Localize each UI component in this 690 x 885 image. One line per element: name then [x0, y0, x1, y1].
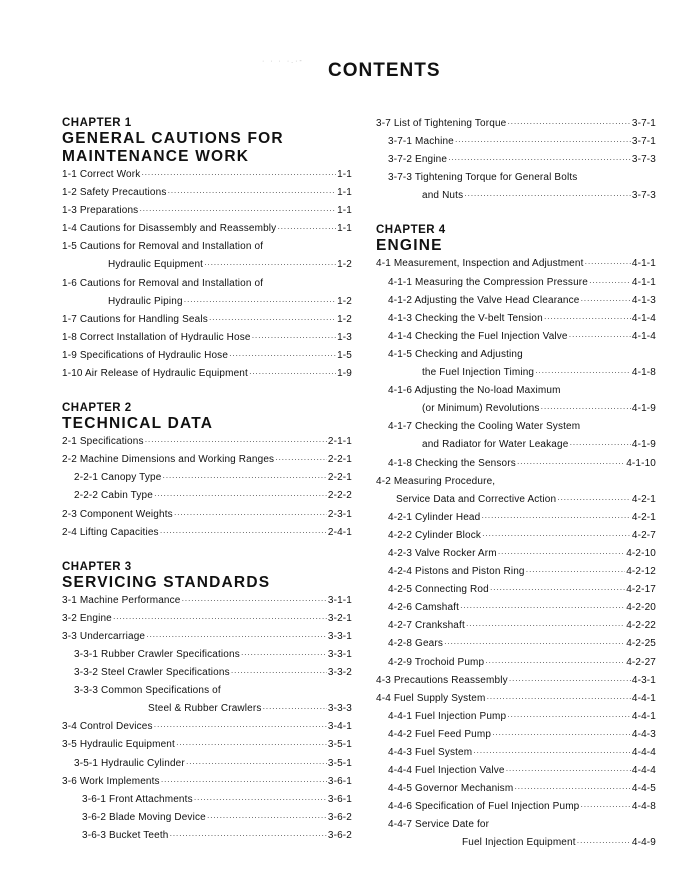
toc-entry-page: 3-2-1: [327, 612, 352, 624]
toc-entry-title: 4-2-4 Pistons and Piston Ring: [388, 566, 525, 578]
toc-entry-title: Steel & Rubber Crawlers: [148, 703, 262, 715]
dot-leader: [517, 455, 625, 473]
toc-entry[interactable]: [62, 718, 352, 736]
toc-entry-title: 4-1-5 Checking and Adjusting: [388, 348, 523, 360]
toc-entry[interactable]: [376, 690, 656, 708]
dot-leader: [541, 400, 631, 418]
toc-entry-page: 4-2-25: [626, 638, 656, 650]
dot-leader: [186, 755, 327, 773]
dot-leader: [460, 599, 625, 617]
toc-entry-title: 2-2 Machine Dimensions and Working Ranges: [62, 454, 275, 466]
toc-entry[interactable]: [62, 506, 352, 524]
scan-artifact-mark: · · · ·.·-: [262, 58, 304, 65]
toc-entry-title: 4-4-7 Service Date for: [388, 819, 490, 831]
dot-leader: [482, 527, 631, 545]
toc-entry[interactable]: [62, 755, 352, 773]
dot-leader: [113, 610, 327, 628]
toc-entry[interactable]: [62, 524, 352, 542]
dot-leader: [161, 773, 327, 791]
toc-right-column: [376, 115, 656, 853]
toc-entry[interactable]: [376, 292, 656, 310]
toc-entry-page: 3-6-2: [327, 829, 352, 841]
toc-entry-title: 4-1-7 Checking the Cooling Water System: [388, 421, 581, 433]
toc-entry-title: 3-3-1 Rubber Crawler Specifications: [74, 648, 240, 660]
toc-entry-page: 3-7-3: [631, 190, 656, 202]
dot-leader: [194, 791, 327, 809]
toc-entry-title: 3-6-3 Bucket Teeth: [82, 829, 169, 841]
toc-entry-page: 2-2-2: [327, 490, 352, 502]
toc-entry-page: 4-2-7: [631, 529, 656, 541]
dot-leader: [535, 364, 631, 382]
toc-entry-title: 3-3-2 Steel Crawler Specifications: [74, 667, 230, 679]
toc-entry-title: 1-6 Cautions for Removal and Installation of: [62, 277, 264, 289]
toc-entry-title: 4-4-4 Fuel Injection Valve: [388, 765, 505, 777]
dot-leader: [498, 545, 625, 563]
dot-leader: [507, 115, 631, 133]
dot-leader: [486, 690, 630, 708]
chapter-label: CHAPTER 1: [62, 117, 132, 129]
toc-entry[interactable]: [376, 115, 656, 133]
toc-entry-title: Service Data and Corrective Action: [396, 493, 557, 505]
toc-entry[interactable]: [62, 365, 352, 383]
toc-entry[interactable]: [376, 527, 656, 545]
toc-entry-page: 4-1-9: [631, 439, 656, 451]
toc-entry-title: Fuel Injection Equipment: [462, 837, 576, 849]
toc-entry-title: 4-1-3 Checking the V-belt Tension: [388, 312, 543, 324]
toc-entry-title: 3-5 Hydraulic Equipment: [62, 739, 175, 751]
toc-entry-page: 4-4-3: [631, 728, 656, 740]
toc-entry[interactable]: [376, 151, 656, 169]
dot-leader: [464, 187, 631, 205]
toc-entry[interactable]: [376, 726, 656, 744]
toc-entry-page: 1-9: [337, 368, 352, 380]
toc-entry[interactable]: [62, 773, 352, 791]
toc-entry-title: 3-3-3 Common Specifications of: [74, 685, 221, 697]
toc-entry-page: 4-2-1: [631, 493, 656, 505]
dot-leader: [485, 654, 625, 672]
toc-entry[interactable]: [62, 347, 352, 365]
toc-entry[interactable]: [376, 654, 656, 672]
toc-entry[interactable]: [62, 700, 352, 718]
toc-entry-title: 3-4 Control Devices: [62, 721, 153, 733]
toc-entry-page: 2-2-1: [327, 472, 352, 484]
toc-entry[interactable]: [62, 451, 352, 469]
toc-entry[interactable]: [62, 809, 352, 827]
dot-leader: [162, 469, 326, 487]
toc-entry-title: 2-4 Lifting Capacities: [62, 526, 159, 538]
toc-entry[interactable]: [62, 469, 352, 487]
dot-leader: [492, 726, 631, 744]
toc-entry-page: 4-1-3: [631, 294, 656, 306]
toc-entry[interactable]: [62, 682, 352, 700]
toc-entry-page: 4-2-27: [626, 656, 656, 668]
toc-entry-page: 3-7-3: [631, 154, 656, 166]
dot-leader: [589, 274, 631, 292]
toc-entry-title: 3-3 Undercarriage: [62, 630, 146, 642]
toc-entry-page: 3-7-1: [631, 118, 656, 129]
section-spacer: [62, 383, 352, 401]
dot-leader: [577, 834, 631, 852]
toc-entry[interactable]: [376, 563, 656, 581]
toc-entry-page: 3-5-1: [327, 739, 352, 751]
toc-entry-page: 4-2-17: [626, 584, 656, 596]
toc-entry[interactable]: [62, 628, 352, 646]
dot-leader: [167, 184, 336, 202]
toc-entry[interactable]: [376, 187, 656, 205]
toc-left-column: [62, 116, 352, 845]
toc-entry[interactable]: [62, 184, 352, 202]
toc-entry[interactable]: [376, 133, 656, 151]
dot-leader: [580, 292, 630, 310]
toc-entry-page: 1-5: [337, 349, 352, 361]
dot-leader: [448, 151, 631, 169]
chapter-title: GENERAL CAUTIONS FOR: [62, 130, 284, 147]
toc-entry-page: 1-2: [337, 259, 352, 271]
dot-leader: [526, 563, 626, 581]
toc-entry[interactable]: [62, 592, 352, 610]
dot-leader: [585, 255, 631, 273]
toc-entry-title: 4-1-1 Measuring the Compression Pressure: [388, 276, 588, 288]
toc-entry-title: 4-4 Fuel Supply System: [376, 692, 486, 704]
toc-entry-title: 4-1 Measurement, Inspection and Adjustment: [376, 258, 584, 270]
toc-entry[interactable]: [376, 617, 656, 635]
dot-leader: [176, 736, 327, 754]
toc-entry-title: 3-6-1 Front Attachments: [82, 793, 193, 805]
dot-leader: [481, 509, 631, 527]
toc-entry-page: 4-4-9: [631, 837, 656, 849]
toc-entry-page: 1-2: [337, 295, 352, 307]
toc-entry-page: 4-1-1: [631, 258, 656, 270]
toc-entry[interactable]: [376, 491, 656, 509]
dot-leader: [444, 635, 625, 653]
toc-entry[interactable]: [376, 816, 656, 834]
toc-entry[interactable]: [62, 275, 352, 293]
toc-entry-title: the Fuel Injection Timing: [422, 367, 535, 379]
dot-leader: [275, 451, 327, 469]
section-spacer: [376, 205, 656, 223]
toc-entry-title: 3-2 Engine: [62, 612, 112, 624]
toc-entry[interactable]: [62, 791, 352, 809]
toc-entry-title: 3-6 Work Implements: [62, 775, 160, 787]
chapter-label: CHAPTER 3: [62, 560, 132, 573]
dot-leader: [160, 524, 327, 542]
dot-leader: [490, 581, 625, 599]
toc-entry-title: 1-8 Correct Installation of Hydraulic Hose: [62, 331, 251, 343]
dot-leader: [252, 329, 336, 347]
toc-entry-page: 4-4-4: [631, 765, 656, 777]
toc-entry-title: 3-7 List of Tightening Torque: [376, 118, 507, 129]
dot-leader: [569, 328, 631, 346]
toc-entry-title: 3-7-1 Machine: [388, 136, 454, 148]
toc-entry-page: 2-2-1: [327, 454, 352, 466]
toc-entry-page: 4-4-8: [631, 801, 656, 813]
toc-entry-page: 3-4-1: [327, 721, 352, 733]
toc-entry-title: 2-2-2 Cabin Type: [74, 490, 153, 502]
toc-entry[interactable]: [62, 166, 352, 184]
dot-leader: [466, 617, 625, 635]
toc-entry-page: 3-3-1: [327, 648, 352, 660]
toc-entry-title: 4-1-2 Adjusting the Valve Head Clearance: [388, 294, 580, 306]
toc-entry-page: 2-4-1: [327, 526, 352, 538]
toc-entry-page: 3-7-1: [631, 136, 656, 148]
toc-entry[interactable]: [376, 834, 656, 852]
toc-entry-page: 2-1-1: [327, 436, 352, 448]
dot-leader: [569, 436, 630, 454]
toc-entry-page: 4-1-4: [631, 312, 656, 324]
toc-entry-title: 4-2-2 Cylinder Block: [388, 529, 482, 541]
toc-entry-page: 4-1-8: [631, 367, 656, 379]
toc-entry[interactable]: [376, 274, 656, 292]
toc-entry[interactable]: [376, 599, 656, 617]
dot-leader: [473, 744, 631, 762]
dot-leader: [514, 780, 631, 798]
toc-entry-page: 1-1: [337, 223, 352, 235]
toc-entry[interactable]: [62, 646, 352, 664]
toc-entry[interactable]: [62, 220, 352, 238]
toc-entry[interactable]: [376, 328, 656, 346]
toc-entry-page: 3-6-2: [327, 811, 352, 823]
dot-leader: [506, 762, 631, 780]
toc-entry-page: 4-2-20: [626, 602, 656, 614]
toc-entry-title: 1-10 Air Release of Hydraulic Equipment: [62, 368, 248, 380]
toc-entry-title: 3-7-3 Tightening Torque for General Bolts: [388, 172, 578, 184]
dot-leader: [557, 491, 631, 509]
toc-entry[interactable]: [376, 744, 656, 762]
toc-entry-page: 3-6-1: [327, 775, 352, 787]
toc-entry-page: 3-3-1: [327, 630, 352, 642]
toc-entry[interactable]: [376, 400, 656, 418]
dot-leader: [580, 798, 630, 816]
toc-entry-page: 4-2-12: [626, 566, 656, 578]
toc-entry-page: 4-3-1: [631, 674, 656, 686]
toc-entry-title: 4-2-1 Cylinder Head: [388, 511, 481, 523]
toc-entry-title: 3-6-2 Blade Moving Device: [82, 811, 206, 823]
toc-entry-title: 4-4-5 Governor Mechanism: [388, 783, 514, 795]
toc-entry[interactable]: [62, 610, 352, 628]
toc-entry-title: 3-7-2 Engine: [388, 154, 448, 166]
dot-leader: [169, 827, 326, 845]
dot-leader: [209, 311, 336, 329]
chapter-label: CHAPTER 2: [62, 402, 132, 415]
toc-entry-title: 4-4-1 Fuel Injection Pump: [388, 710, 507, 722]
chapter-title: MAINTENANCE WORK: [62, 148, 250, 165]
dot-leader: [249, 365, 336, 383]
toc-entry-page: 4-4-1: [631, 692, 656, 704]
toc-entry-title: (or Minimum) Revolutions: [422, 403, 540, 415]
dot-leader: [507, 708, 631, 726]
toc-entry-title: Hydraulic Piping: [108, 295, 183, 307]
chapter-title: TECHNICAL DATA: [62, 415, 214, 433]
toc-entry[interactable]: [62, 202, 352, 220]
toc-entry-title: 4-2 Measuring Procedure,: [376, 475, 496, 487]
dot-leader: [184, 293, 336, 311]
toc-entry-title: 3-5-1 Hydraulic Cylinder: [74, 757, 185, 769]
toc-entry-page: 3-5-1: [327, 757, 352, 769]
toc-entry-title: 4-4-3 Fuel System: [388, 747, 473, 758]
toc-entry-page: 3-3-3: [327, 703, 352, 715]
toc-entry-title: 4-1-8 Checking the Sensors: [388, 457, 516, 469]
toc-entry[interactable]: [62, 433, 352, 451]
toc-entry-page: 4-4-4: [631, 747, 656, 758]
toc-entry[interactable]: [376, 436, 656, 454]
toc-entry-page: 4-2-1: [631, 511, 656, 523]
toc-entry-page: 4-1-9: [631, 403, 656, 415]
toc-entry[interactable]: [62, 329, 352, 347]
toc-entry-title: Hydraulic Equipment: [108, 259, 204, 271]
toc-entry[interactable]: [62, 256, 352, 274]
toc-entry-title: 1-7 Cautions for Handling Seals: [62, 313, 208, 325]
toc-entry-page: 4-2-22: [626, 620, 656, 632]
toc-entry-title: 4-2-5 Connecting Rod: [388, 584, 489, 596]
dot-leader: [146, 628, 327, 646]
toc-entry[interactable]: [62, 487, 352, 505]
toc-entry-title: 4-2-6 Camshaft: [388, 602, 460, 614]
toc-entry[interactable]: [376, 762, 656, 780]
dot-leader: [141, 166, 336, 184]
dot-leader: [139, 202, 336, 220]
toc-entry-title: 1-4 Cautions for Disassembly and Reassembly: [62, 223, 277, 235]
toc-entry[interactable]: [62, 827, 352, 845]
toc-entry[interactable]: [62, 736, 352, 754]
toc-entry[interactable]: [376, 455, 656, 473]
toc-entry-page: 1-1: [337, 169, 352, 180]
toc-entry-title: 4-2-3 Valve Rocker Arm: [388, 547, 497, 559]
toc-entry-title: 4-4-2 Fuel Feed Pump: [388, 728, 492, 740]
toc-entry[interactable]: [376, 635, 656, 653]
chapter-title: SERVICING STANDARDS: [62, 573, 271, 591]
toc-entry-title: 3-1 Machine Performance: [62, 594, 181, 606]
dot-leader: [174, 506, 327, 524]
toc-entry-title: 1-9 Specifications of Hydraulic Hose: [62, 349, 229, 361]
toc-entry-title: and Nuts: [422, 190, 464, 202]
toc-entry[interactable]: [62, 311, 352, 329]
toc-entry-page: 4-1-1: [631, 276, 656, 288]
dot-leader: [231, 664, 327, 682]
toc-entry-page: 1-2: [337, 313, 352, 325]
toc-entry-title: 4-2-8 Gears: [388, 638, 444, 650]
toc-entry-title: and Radiator for Water Leakage: [422, 439, 569, 451]
toc-entry[interactable]: [376, 346, 656, 364]
toc-entry[interactable]: [376, 473, 656, 491]
toc-entry[interactable]: [376, 509, 656, 527]
toc-entry-page: 1-1: [337, 187, 352, 199]
toc-entry-title: 4-4-6 Specification of Fuel Injection Pump: [388, 801, 580, 813]
section-spacer: [62, 542, 352, 560]
toc-entry[interactable]: [376, 708, 656, 726]
dot-leader: [145, 433, 327, 451]
toc-entry[interactable]: [376, 255, 656, 273]
toc-entry-title: 1-2 Safety Precautions: [62, 187, 167, 199]
toc-entry[interactable]: [376, 545, 656, 563]
toc-entry-page: 4-4-5: [631, 783, 656, 795]
toc-entry[interactable]: [376, 169, 656, 187]
toc-entry[interactable]: [376, 780, 656, 798]
toc-entry-page: 3-6-1: [327, 793, 352, 805]
toc-entry-page: 4-1-10: [626, 457, 656, 469]
toc-entry-title: 1-3 Preparations: [62, 205, 139, 217]
toc-entry[interactable]: [62, 293, 352, 311]
dot-leader: [544, 310, 631, 328]
toc-entry-page: 1-3: [337, 331, 352, 343]
dot-leader: [229, 347, 336, 365]
toc-entry-page: 3-3-2: [327, 667, 352, 679]
toc-entry-page: 4-1-4: [631, 330, 656, 342]
dot-leader: [207, 809, 327, 827]
toc-entry[interactable]: [376, 581, 656, 599]
toc-entry[interactable]: [376, 418, 656, 436]
toc-entry-title: 2-2-1 Canopy Type: [74, 472, 162, 484]
toc-entry-title: 2-3 Component Weights: [62, 508, 173, 520]
toc-entry-title: 1-1 Correct Work: [62, 169, 141, 180]
toc-entry-title: 1-5 Cautions for Removal and Installation of: [62, 241, 264, 253]
dot-leader: [154, 718, 327, 736]
toc-entry-page: 4-2-10: [626, 547, 656, 559]
toc-entry-page: 2-3-1: [327, 508, 352, 520]
dot-leader: [263, 700, 327, 718]
toc-entry-page: 4-4-1: [631, 710, 656, 722]
toc-entry[interactable]: [376, 364, 656, 382]
chapter-title: ENGINE: [376, 237, 443, 255]
toc-entry[interactable]: [376, 382, 656, 400]
dot-leader: [241, 646, 327, 664]
toc-entry[interactable]: [62, 238, 352, 256]
toc-entry[interactable]: [376, 798, 656, 816]
dot-leader: [455, 133, 631, 151]
dot-leader: [182, 592, 327, 610]
dot-leader: [509, 672, 631, 690]
toc-entry[interactable]: [62, 664, 352, 682]
chapter-label: CHAPTER 4: [376, 224, 446, 237]
toc-entry-page: 1-1: [337, 205, 352, 217]
page-title: CONTENTS: [328, 60, 441, 81]
toc-entry[interactable]: [376, 672, 656, 690]
toc-entry-title: 4-3 Precautions Reassembly: [376, 674, 508, 686]
toc-entry-page: 3-1-1: [327, 594, 352, 606]
toc-entry-title: 4-1-4 Checking the Fuel Injection Valve: [388, 330, 568, 342]
dot-leader: [277, 220, 336, 238]
dot-leader: [204, 256, 336, 274]
dot-leader: [154, 487, 327, 505]
toc-entry-title: 2-1 Specifications: [62, 436, 144, 448]
toc-entry-title: 4-2-7 Crankshaft: [388, 620, 465, 632]
toc-entry[interactable]: [376, 310, 656, 328]
toc-entry-title: 4-2-9 Trochoid Pump: [388, 656, 485, 668]
toc-entry-title: 4-1-6 Adjusting the No-load Maximum: [388, 385, 561, 397]
